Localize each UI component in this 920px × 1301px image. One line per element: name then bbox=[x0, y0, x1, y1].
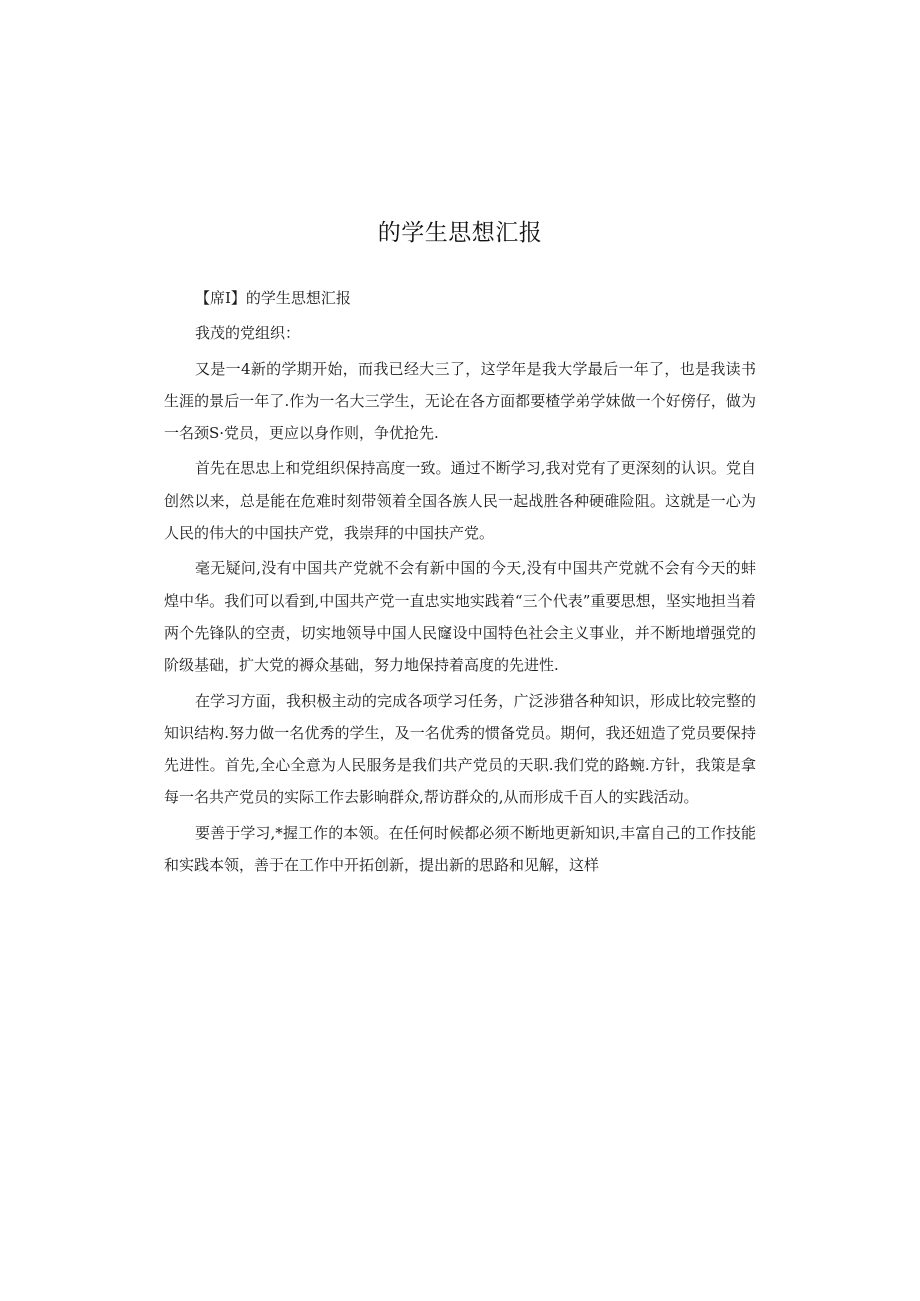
paragraph-ideology: 首先在思忠上和党组织保持高度一致。通过不断学习,我对党有了更深刻的认识。党自创然以来，总是能在危难时刻带领着全国各族人民一起战胜各种硬碓险阻。这就是一心为人民的伟大的中国扶产党，我崇拜的中国扶产党。 bbox=[164, 459, 756, 543]
paragraph-heading: 【席I】的学生思想汇报 bbox=[195, 289, 351, 307]
paragraph-study: 在学习方面，我积极主动的完成各项学习任务，广泛涉猎各种知识，形成比较完整的知识结构.努力做一名优秀的学生，及一名优秀的惯备党员。期何，我还妞造了党员要保持先进性。首先,全心全意为人民服务是我们共产党员的天职.我们党的路蜿.方针，我策是拿每一名共产党员的实际工作去影晌群众,帮访群众的,从而形成千百人的实践活动。 bbox=[164, 691, 756, 807]
paragraph-party: 毫无疑问,没有中国共产党就不会有新中国的今天,没有中国共产党就不会有今天的蚌煌中华。我们可以看到,中国共产党一直忠实地实践着“三个代表”重要思想，坚实地担当着两个先锋队的空责，切实地领导中国人民窿设中国特色社会主义事业，并不断地增强党的阶级基础，扩大党的褥众基础，努力地保持着高度的先进性. bbox=[164, 559, 756, 675]
document-title: 的学生思想汇报 bbox=[377, 220, 543, 246]
paragraph-learning: 要善于学习,*握工作的本领。在任何时候都必须不断地更新知识,丰富自己的工作技能和实践本领，善于在工作中开拓创新，提出新的思路和见解，这样 bbox=[164, 823, 756, 875]
paragraph-intro: 又是一4新的学期开始，而我已经大三了，这学年是我大学最后一年了，也是我读书生涯的景后一年了.作为一名大三学生，无论在各方面都要楂学弟学妹做一个好傍仔，做为一名颈S·党员，更应以身作则，争优抢先. bbox=[164, 359, 756, 443]
document-body bbox=[164, 282, 756, 884]
paragraph-salutation: 我茂的党组织： bbox=[195, 324, 301, 343]
